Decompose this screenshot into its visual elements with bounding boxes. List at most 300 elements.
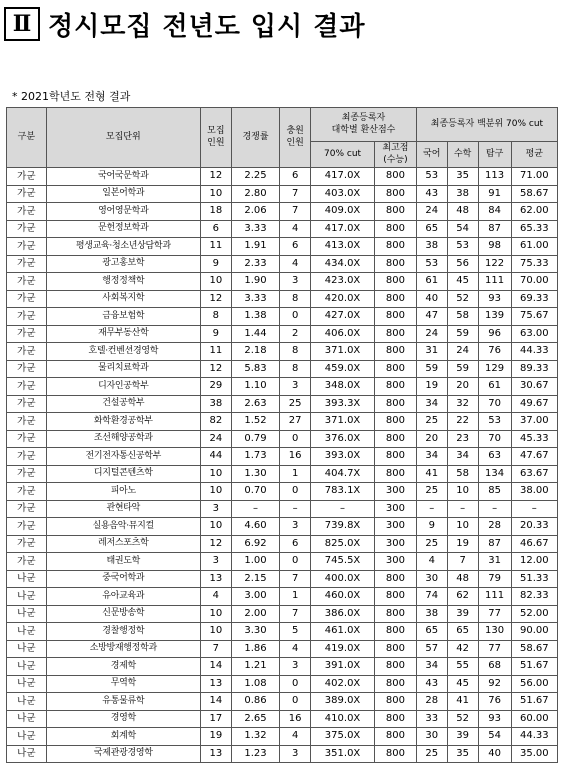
cell-waitlist: 7 (280, 570, 311, 588)
cell-average: 44.33 (511, 343, 557, 361)
table-row (7, 675, 558, 693)
cell-rate: 1.00 (231, 553, 279, 571)
cell-rate: 1.10 (231, 378, 279, 396)
cell-max: 800 (375, 728, 417, 746)
cell-rate: 1.30 (231, 465, 279, 483)
cell-average: 56.00 (511, 675, 557, 693)
cell-rate: 2.63 (231, 395, 279, 413)
cell-korean: 25 (416, 745, 447, 763)
cell-max: 800 (375, 640, 417, 658)
cell-waitlist: 7 (280, 203, 311, 221)
table-row (7, 325, 558, 343)
cell-math: 45 (447, 273, 478, 291)
cell-quota: 24 (200, 430, 231, 448)
table-row (7, 308, 558, 326)
cell-group: 나군 (7, 745, 47, 763)
cell-unit: 일본어학과 (46, 185, 200, 203)
cell-rate: 2.00 (231, 605, 279, 623)
table-row (7, 518, 558, 536)
cell-waitlist: 0 (280, 430, 311, 448)
cell-unit: 경제학 (46, 658, 200, 676)
table-row (7, 640, 558, 658)
cell-waitlist: 3 (280, 273, 311, 291)
cell-quota: 10 (200, 465, 231, 483)
table-row (7, 500, 558, 518)
cell-exploration: 96 (478, 325, 511, 343)
table-row (7, 588, 558, 606)
cell-max: 800 (375, 693, 417, 711)
cell-math: 22 (447, 413, 478, 431)
cell-group: 가군 (7, 448, 47, 466)
cell-average: – (511, 500, 557, 518)
cell-rate: 1.08 (231, 675, 279, 693)
cell-unit: 경찰행정학 (46, 623, 200, 641)
cell-average: 51.67 (511, 693, 557, 711)
cell-waitlist: 6 (280, 168, 311, 186)
table-row (7, 570, 558, 588)
cell-korean: 38 (416, 605, 447, 623)
cell-group: 가군 (7, 325, 47, 343)
cell-korean: 34 (416, 658, 447, 676)
cell-math: 58 (447, 465, 478, 483)
cell-waitlist: 7 (280, 185, 311, 203)
cell-average: 30.67 (511, 378, 557, 396)
cell-cut70: 427.0X (311, 308, 375, 326)
cell-group: 나군 (7, 675, 47, 693)
cell-waitlist: 5 (280, 623, 311, 641)
cell-max: 800 (375, 658, 417, 676)
cell-waitlist: 0 (280, 693, 311, 711)
table-row (7, 273, 558, 291)
cell-quota: 10 (200, 483, 231, 501)
cell-max: 800 (375, 675, 417, 693)
cell-average: 35.00 (511, 745, 557, 763)
cell-quota: 9 (200, 325, 231, 343)
header-percentile: 최종등록자 백분위 70% cut (416, 108, 557, 142)
cell-rate: – (231, 500, 279, 518)
cell-group: 가군 (7, 465, 47, 483)
cell-max: 800 (375, 273, 417, 291)
cell-waitlist: 7 (280, 605, 311, 623)
cell-group: 나군 (7, 588, 47, 606)
cell-exploration: – (478, 500, 511, 518)
cell-exploration: 76 (478, 693, 511, 711)
cell-cut70: 417.0X (311, 220, 375, 238)
cell-math: 59 (447, 325, 478, 343)
cell-korean: 61 (416, 273, 447, 291)
cell-waitlist: 8 (280, 343, 311, 361)
cell-rate: 3.30 (231, 623, 279, 641)
cell-quota: 19 (200, 728, 231, 746)
cell-group: 가군 (7, 238, 47, 256)
cell-korean: – (416, 500, 447, 518)
cell-group: 가군 (7, 500, 47, 518)
cell-cut70: 391.0X (311, 658, 375, 676)
cell-exploration: 70 (478, 430, 511, 448)
cell-unit: 국제관광경영학 (46, 745, 200, 763)
admission-results-table (6, 107, 558, 763)
cell-exploration: 111 (478, 588, 511, 606)
cell-cut70: 461.0X (311, 623, 375, 641)
cell-cut70: 783.1X (311, 483, 375, 501)
cell-group: 가군 (7, 413, 47, 431)
cell-unit: 물리치료학과 (46, 360, 200, 378)
cell-exploration: 53 (478, 413, 511, 431)
cell-math: 56 (447, 255, 478, 273)
cell-waitlist: 16 (280, 448, 311, 466)
cell-rate: 3.00 (231, 588, 279, 606)
cell-unit: 영어영문학과 (46, 203, 200, 221)
cell-math: 19 (447, 535, 478, 553)
cell-korean: 65 (416, 623, 447, 641)
cell-quota: 14 (200, 658, 231, 676)
cell-quota: 11 (200, 343, 231, 361)
cell-rate: 1.23 (231, 745, 279, 763)
cell-math: 23 (447, 430, 478, 448)
cell-unit: 금융보험학 (46, 308, 200, 326)
cell-math: 32 (447, 395, 478, 413)
table-row (7, 203, 558, 221)
cell-group: 나군 (7, 658, 47, 676)
cell-waitlist: 25 (280, 395, 311, 413)
cell-quota: 38 (200, 395, 231, 413)
cell-math: 41 (447, 693, 478, 711)
cell-waitlist: 6 (280, 238, 311, 256)
cell-cut70: 371.0X (311, 413, 375, 431)
cell-quota: 12 (200, 290, 231, 308)
cell-rate: 6.92 (231, 535, 279, 553)
cell-average: 49.67 (511, 395, 557, 413)
cell-unit: 조선해양공학과 (46, 430, 200, 448)
cell-unit: 화학환경공학부 (46, 413, 200, 431)
cell-exploration: 84 (478, 203, 511, 221)
cell-max: 300 (375, 553, 417, 571)
table-caption: * 2021학년도 전형 결과 (12, 90, 131, 103)
cell-korean: 43 (416, 675, 447, 693)
cell-waitlist: 8 (280, 360, 311, 378)
cell-rate: 2.06 (231, 203, 279, 221)
cell-group: 가군 (7, 553, 47, 571)
cell-math: 39 (447, 605, 478, 623)
header-final-score: 최종등록자 대학별 환산점수 (311, 108, 417, 142)
cell-rate: 3.33 (231, 290, 279, 308)
table-row (7, 535, 558, 553)
cell-rate: 2.80 (231, 185, 279, 203)
cell-korean: 34 (416, 395, 447, 413)
table-row (7, 378, 558, 396)
cell-quota: 13 (200, 675, 231, 693)
cell-quota: 3 (200, 553, 231, 571)
cell-korean: 65 (416, 220, 447, 238)
cell-cut70: 417.0X (311, 168, 375, 186)
cell-exploration: 129 (478, 360, 511, 378)
cell-unit: 피아노 (46, 483, 200, 501)
cell-unit: 유아교육과 (46, 588, 200, 606)
header-average: 평균 (511, 142, 557, 168)
cell-rate: 0.79 (231, 430, 279, 448)
cell-quota: 44 (200, 448, 231, 466)
cell-max: 800 (375, 220, 417, 238)
cell-unit: 소방방재행정학과 (46, 640, 200, 658)
cell-korean: 25 (416, 483, 447, 501)
cell-average: 65.33 (511, 220, 557, 238)
header-cut70: 70% cut (311, 142, 375, 168)
cell-exploration: 122 (478, 255, 511, 273)
cell-max: 800 (375, 168, 417, 186)
cell-waitlist: 4 (280, 728, 311, 746)
cell-group: 가군 (7, 273, 47, 291)
cell-math: 65 (447, 623, 478, 641)
cell-average: 71.00 (511, 168, 557, 186)
table-row (7, 483, 558, 501)
cell-cut70: 403.0X (311, 185, 375, 203)
cell-group: 가군 (7, 220, 47, 238)
cell-unit: 신문방송학 (46, 605, 200, 623)
cell-quota: 10 (200, 623, 231, 641)
cell-korean: 25 (416, 413, 447, 431)
cell-waitlist: 2 (280, 325, 311, 343)
cell-unit: 문헌정보학과 (46, 220, 200, 238)
cell-rate: 0.70 (231, 483, 279, 501)
cell-cut70: 389.0X (311, 693, 375, 711)
cell-cut70: 371.0X (311, 343, 375, 361)
cell-quota: 17 (200, 710, 231, 728)
cell-unit: 전기전자통신공학부 (46, 448, 200, 466)
cell-exploration: 63 (478, 448, 511, 466)
table-row (7, 255, 558, 273)
cell-exploration: 85 (478, 483, 511, 501)
table-row (7, 448, 558, 466)
cell-korean: 53 (416, 255, 447, 273)
cell-math: 7 (447, 553, 478, 571)
cell-korean: 33 (416, 710, 447, 728)
cell-max: 800 (375, 308, 417, 326)
cell-average: 37.00 (511, 413, 557, 431)
cell-exploration: 93 (478, 290, 511, 308)
cell-exploration: 93 (478, 710, 511, 728)
cell-cut70: 413.0X (311, 238, 375, 256)
table-body (7, 168, 558, 763)
cell-unit: 호텔·컨벤션경영학 (46, 343, 200, 361)
cell-group: 가군 (7, 203, 47, 221)
cell-average: 90.00 (511, 623, 557, 641)
cell-math: 52 (447, 290, 478, 308)
cell-exploration: 87 (478, 220, 511, 238)
table-row (7, 465, 558, 483)
header-unit: 모집단위 (46, 108, 200, 168)
cell-unit: 광고홍보학 (46, 255, 200, 273)
cell-cut70: – (311, 500, 375, 518)
cell-rate: 2.18 (231, 343, 279, 361)
cell-math: 24 (447, 343, 478, 361)
cell-waitlist: 0 (280, 553, 311, 571)
cell-average: 52.00 (511, 605, 557, 623)
cell-cut70: 745.5X (311, 553, 375, 571)
cell-unit: 회계학 (46, 728, 200, 746)
cell-max: 800 (375, 203, 417, 221)
cell-average: 51.67 (511, 658, 557, 676)
table-row (7, 623, 558, 641)
cell-cut70: 739.8X (311, 518, 375, 536)
cell-math: 48 (447, 203, 478, 221)
cell-math: 53 (447, 238, 478, 256)
cell-quota: 12 (200, 168, 231, 186)
cell-average: 45.33 (511, 430, 557, 448)
cell-cut70: 400.0X (311, 570, 375, 588)
cell-exploration: 77 (478, 640, 511, 658)
cell-unit: 건설공학부 (46, 395, 200, 413)
cell-unit: 사회복지학 (46, 290, 200, 308)
cell-quota: 12 (200, 360, 231, 378)
cell-max: 800 (375, 570, 417, 588)
cell-cut70: 459.0X (311, 360, 375, 378)
cell-quota: 29 (200, 378, 231, 396)
cell-math: 62 (447, 588, 478, 606)
cell-cut70: 409.0X (311, 203, 375, 221)
cell-waitlist: 0 (280, 675, 311, 693)
cell-rate: 1.86 (231, 640, 279, 658)
cell-max: 800 (375, 465, 417, 483)
cell-korean: 19 (416, 378, 447, 396)
cell-waitlist: 0 (280, 308, 311, 326)
cell-math: 52 (447, 710, 478, 728)
cell-quota: 10 (200, 185, 231, 203)
cell-cut70: 351.0X (311, 745, 375, 763)
cell-max: 800 (375, 413, 417, 431)
cell-quota: 9 (200, 255, 231, 273)
cell-math: 34 (447, 448, 478, 466)
cell-max: 800 (375, 360, 417, 378)
cell-korean: 40 (416, 290, 447, 308)
cell-waitlist: 8 (280, 290, 311, 308)
cell-unit: 무역학 (46, 675, 200, 693)
cell-korean: 9 (416, 518, 447, 536)
cell-cut70: 434.0X (311, 255, 375, 273)
cell-average: 58.67 (511, 185, 557, 203)
cell-unit: 재무부동산학 (46, 325, 200, 343)
cell-waitlist: 3 (280, 378, 311, 396)
cell-math: 39 (447, 728, 478, 746)
cell-korean: 30 (416, 570, 447, 588)
cell-average: 12.00 (511, 553, 557, 571)
cell-max: 800 (375, 255, 417, 273)
cell-exploration: 68 (478, 658, 511, 676)
cell-cut70: 386.0X (311, 605, 375, 623)
cell-average: 62.00 (511, 203, 557, 221)
cell-max: 800 (375, 290, 417, 308)
cell-waitlist: 6 (280, 535, 311, 553)
cell-math: 55 (447, 658, 478, 676)
cell-average: 75.33 (511, 255, 557, 273)
cell-rate: 2.33 (231, 255, 279, 273)
cell-group: 가군 (7, 290, 47, 308)
cell-waitlist: – (280, 500, 311, 518)
cell-group: 가군 (7, 343, 47, 361)
cell-max: 800 (375, 395, 417, 413)
cell-max: 300 (375, 500, 417, 518)
cell-korean: 57 (416, 640, 447, 658)
cell-exploration: 113 (478, 168, 511, 186)
cell-average: 61.00 (511, 238, 557, 256)
cell-average: 63.00 (511, 325, 557, 343)
cell-korean: 43 (416, 185, 447, 203)
cell-waitlist: 0 (280, 483, 311, 501)
cell-quota: 13 (200, 570, 231, 588)
cell-korean: 74 (416, 588, 447, 606)
cell-cut70: 393.3X (311, 395, 375, 413)
header-waitlist: 충원 인원 (280, 108, 311, 168)
cell-group: 가군 (7, 518, 47, 536)
cell-max: 800 (375, 378, 417, 396)
cell-average: 47.67 (511, 448, 557, 466)
cell-korean: 59 (416, 360, 447, 378)
cell-waitlist: 27 (280, 413, 311, 431)
cell-cut70: 406.0X (311, 325, 375, 343)
cell-group: 나군 (7, 605, 47, 623)
cell-group: 가군 (7, 430, 47, 448)
cell-waitlist: 1 (280, 465, 311, 483)
cell-exploration: 61 (478, 378, 511, 396)
cell-rate: 2.25 (231, 168, 279, 186)
cell-quota: 10 (200, 605, 231, 623)
cell-quota: 11 (200, 238, 231, 256)
cell-waitlist: 16 (280, 710, 311, 728)
cell-group: 나군 (7, 710, 47, 728)
cell-exploration: 31 (478, 553, 511, 571)
cell-korean: 24 (416, 325, 447, 343)
cell-max: 800 (375, 623, 417, 641)
cell-waitlist: 3 (280, 658, 311, 676)
cell-average: 60.00 (511, 710, 557, 728)
cell-exploration: 130 (478, 623, 511, 641)
cell-group: 나군 (7, 640, 47, 658)
header-max: 최고점 (수능) (375, 142, 417, 168)
cell-rate: 5.83 (231, 360, 279, 378)
table-row (7, 395, 558, 413)
cell-math: 59 (447, 360, 478, 378)
cell-cut70: 410.0X (311, 710, 375, 728)
cell-group: 나군 (7, 623, 47, 641)
cell-unit: 디자인공학부 (46, 378, 200, 396)
cell-cut70: 419.0X (311, 640, 375, 658)
cell-math: 35 (447, 745, 478, 763)
table-row (7, 185, 558, 203)
cell-max: 800 (375, 343, 417, 361)
cell-average: 75.67 (511, 308, 557, 326)
cell-quota: 12 (200, 535, 231, 553)
table-row (7, 430, 558, 448)
header-exploration: 탐구 (478, 142, 511, 168)
cell-unit: 태권도학 (46, 553, 200, 571)
cell-group: 가군 (7, 378, 47, 396)
cell-waitlist: 4 (280, 255, 311, 273)
cell-max: 800 (375, 710, 417, 728)
cell-waitlist: 4 (280, 640, 311, 658)
cell-average: 46.67 (511, 535, 557, 553)
table-row (7, 168, 558, 186)
cell-max: 800 (375, 448, 417, 466)
cell-exploration: 76 (478, 343, 511, 361)
cell-cut70: 825.0X (311, 535, 375, 553)
cell-unit: 국어국문학과 (46, 168, 200, 186)
cell-quota: 14 (200, 693, 231, 711)
cell-rate: 1.44 (231, 325, 279, 343)
cell-cut70: 404.7X (311, 465, 375, 483)
table-row (7, 728, 558, 746)
cell-korean: 31 (416, 343, 447, 361)
cell-unit: 유통물류학 (46, 693, 200, 711)
header-group: 구분 (7, 108, 47, 168)
